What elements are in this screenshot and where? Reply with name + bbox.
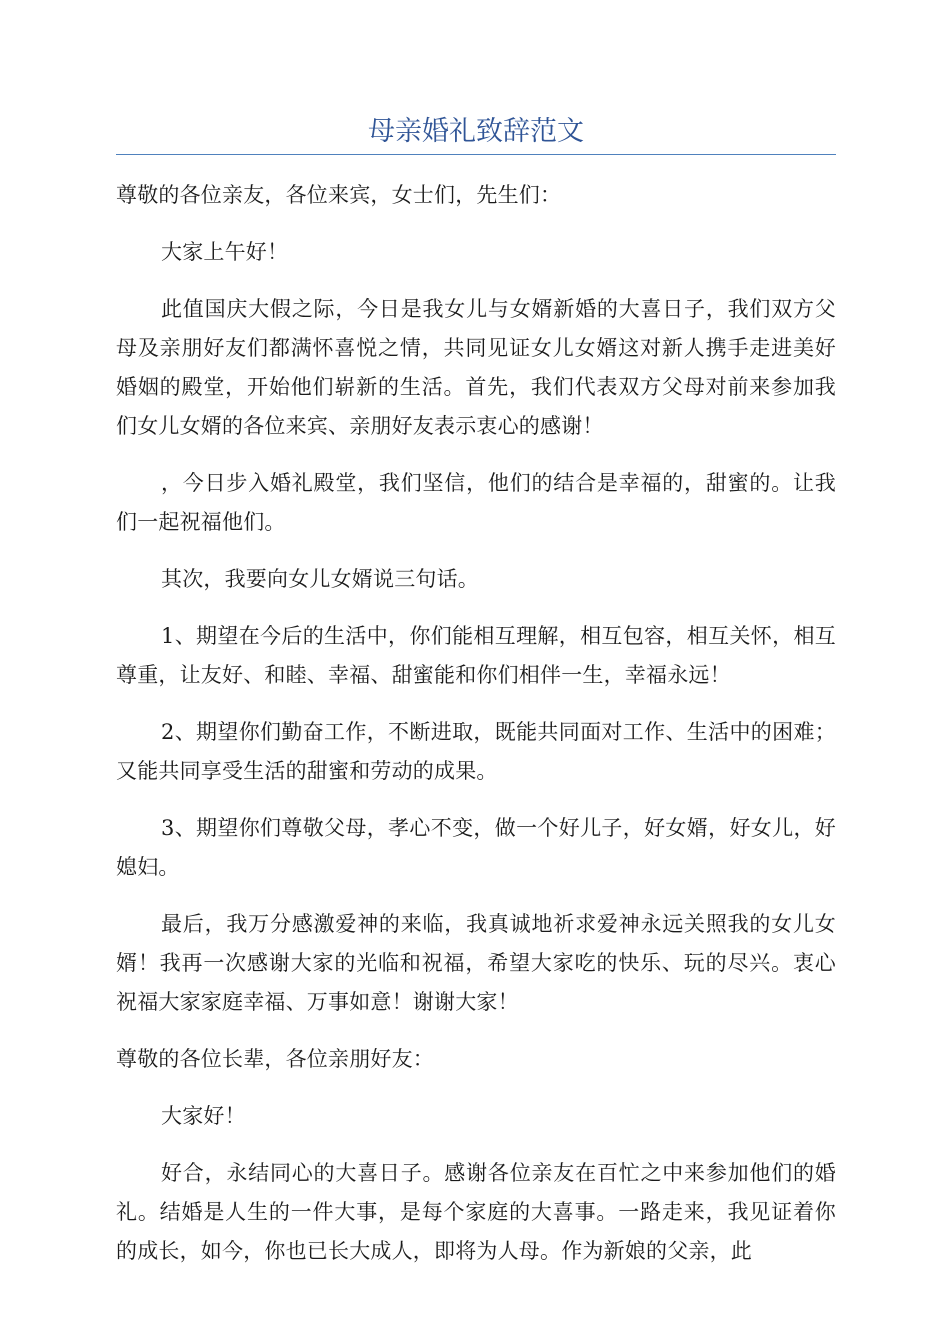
paragraph-salutation-2: 尊敬的各位长辈，各位亲朋好友： bbox=[116, 1047, 434, 1071]
paragraph-three-words: 其次，我要向女儿女婿说三句话。 bbox=[161, 567, 479, 591]
paragraph-wish-1: 1、期望在今后的生活中，你们能相互理解，相互包容，相互关怀，相互尊重，让友好、和睦、幸福、甜蜜能和你们相伴一生，幸福永远！ bbox=[116, 624, 836, 687]
document-title: 母亲婚礼致辞范文 bbox=[368, 116, 584, 147]
paragraph-blessing: ，今日步入婚礼殿堂，我们坚信，他们的结合是幸福的，甜蜜的。让我们一起祝福他们。 bbox=[116, 471, 836, 534]
paragraph-closing: 最后，我万分感激爱神的来临，我真诚地祈求爱神永远关照我的女儿女婿！我再一次感谢大家的光临和祝福，希望大家吃的快乐、玩的尽兴。衷心祝福大家家庭幸福、万事如意！谢谢大家！ bbox=[116, 912, 836, 1014]
paragraph-opening: 此值国庆大假之际，今日是我女儿与女婿新婚的大喜日子，我们双方父母及亲朋好友们都满怀喜悦之情，共同见证女儿女婿这对新人携手走进美好婚姻的殿堂，开始他们崭新的生活。首先，我们代表双方父母对前来参加我们女儿女婿的各位来宾、亲朋好友表示衷心的感谢！ bbox=[116, 297, 836, 438]
paragraph-greeting-2: 大家好！ bbox=[161, 1104, 246, 1128]
paragraph-second-speech: 好合，永结同心的大喜日子。感谢各位亲友在百忙之中来参加他们的婚礼。结婚是人生的一件大事，是每个家庭的大喜事。一路走来，我见证着你的成长，如今，你也已长大成人，即将为人母。作为新娘的父亲，此 bbox=[116, 1161, 836, 1263]
paragraph-greeting-1: 大家上午好！ bbox=[161, 240, 289, 264]
document-body bbox=[116, 176, 836, 1289]
title-underline bbox=[116, 154, 836, 155]
paragraph-salutation-1: 尊敬的各位亲友，各位来宾，女士们，先生们： bbox=[116, 183, 562, 207]
paragraph-wish-3: 3、期望你们尊敬父母，孝心不变，做一个好儿子，好女婿，好女儿，好媳妇。 bbox=[116, 816, 836, 879]
paragraph-wish-2: 2、期望你们勤奋工作，不断进取，既能共同面对工作、生活中的困难；又能共同享受生活的甜蜜和劳动的成果。 bbox=[116, 720, 836, 783]
